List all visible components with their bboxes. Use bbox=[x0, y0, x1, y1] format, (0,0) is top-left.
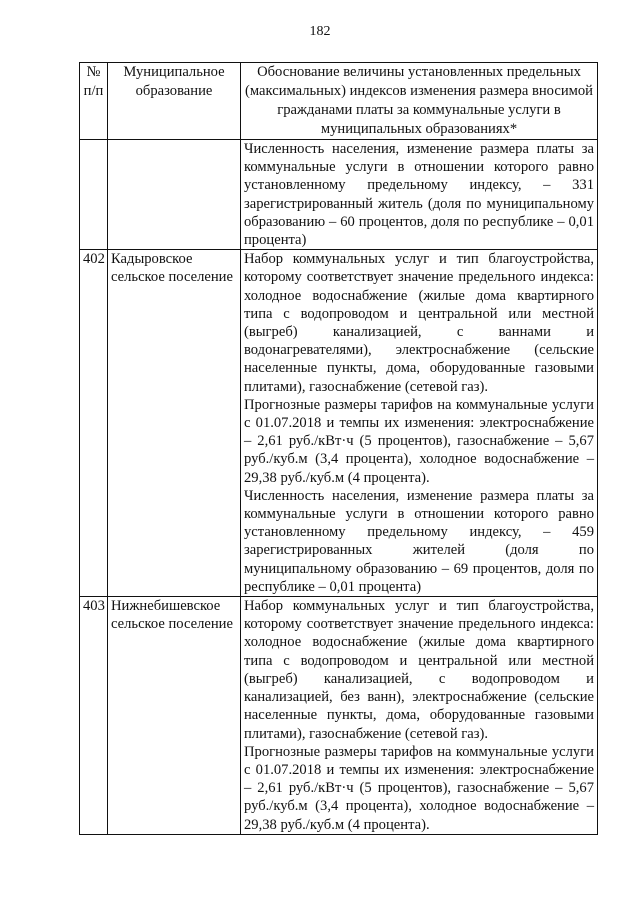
header-municipality: Муниципальное образование bbox=[108, 63, 241, 140]
row-municipality bbox=[108, 140, 241, 250]
row-number: 403 bbox=[80, 597, 108, 835]
row-number bbox=[80, 140, 108, 250]
row-basis bbox=[241, 597, 598, 835]
basis-paragraph: Численность населения, изменение размера платы за коммунальные услуги в отношении которого равно установленному предельному индексу, – 459 зарегистрированных жителей (доля по муниципальному образованию – 69 процентов, доля по республике – 0,01 процента) bbox=[244, 487, 594, 595]
table-row bbox=[80, 597, 598, 835]
table-row bbox=[80, 140, 598, 250]
row-municipality: Нижнебишевское сельское поселение bbox=[108, 597, 241, 835]
basis-paragraph: Прогнозные размеры тарифов на коммунальные услуги с 01.07.2018 и темпы их изменения: электроснабжение – 2,61 руб./кВт·ч (5 процентов), газоснабжение – 5,67 руб./куб.м (3,4 процента), холодное водоснабжение – 29,38 руб./куб.м (4 процента). bbox=[244, 743, 594, 833]
header-number: № п/п bbox=[80, 63, 108, 140]
basis-paragraph: Набор коммунальных услуг и тип благоустройства, которому соответствует значение предельного индекса: холодное водоснабжение (жилые дома квартирного типа с водопроводом и центральной или местной (выгреб) канализацией, с водопроводом и канализацией, без ванн), электроснабжение (сельские населенные пункты, дома, оборудованные газовыми плитами), газоснабжение (сетевой газ). bbox=[244, 598, 594, 742]
row-municipality: Кадыровское сельское поселение bbox=[108, 250, 241, 597]
row-basis bbox=[241, 250, 598, 597]
table-row bbox=[80, 250, 598, 597]
basis-paragraph: Численность населения, изменение размера платы за коммунальные услуги в отношении которого равно установленному предельному индексу, – 331 зарегистрированный житель (доля по муниципальному образованию – 60 процентов, доля по республике – 0,01 процента) bbox=[244, 141, 594, 249]
row-number: 402 bbox=[80, 250, 108, 597]
table-header-row bbox=[80, 63, 598, 140]
basis-paragraph: Набор коммунальных услуг и тип благоустройства, которому соответствует значение предельного индекса: холодное водоснабжение (жилые дома квартирного типа с водопроводом и центральной или местной (выгреб) канализацией, с ваннами и водонагревателями), электроснабжение (сельские населенные пункты, дома, оборудованные газовыми плитами), газоснабжение (сетевой газ). bbox=[244, 251, 594, 395]
page-number: 182 bbox=[309, 24, 331, 39]
tariff-index-table bbox=[79, 62, 598, 835]
header-basis: Обоснование величины установленных предельных (максимальных) индексов изменения размера вносимой гражданами платы за коммунальные услуги в муниципальных образованиях* bbox=[241, 63, 598, 140]
basis-paragraph: Прогнозные размеры тарифов на коммунальные услуги с 01.07.2018 и темпы их изменения: электроснабжение – 2,61 руб./кВт·ч (5 процентов), газоснабжение – 5,67 руб./куб.м (3,4 процента), холодное водоснабжение – 29,38 руб./куб.м (4 процента). bbox=[244, 396, 594, 486]
row-basis bbox=[241, 140, 598, 250]
